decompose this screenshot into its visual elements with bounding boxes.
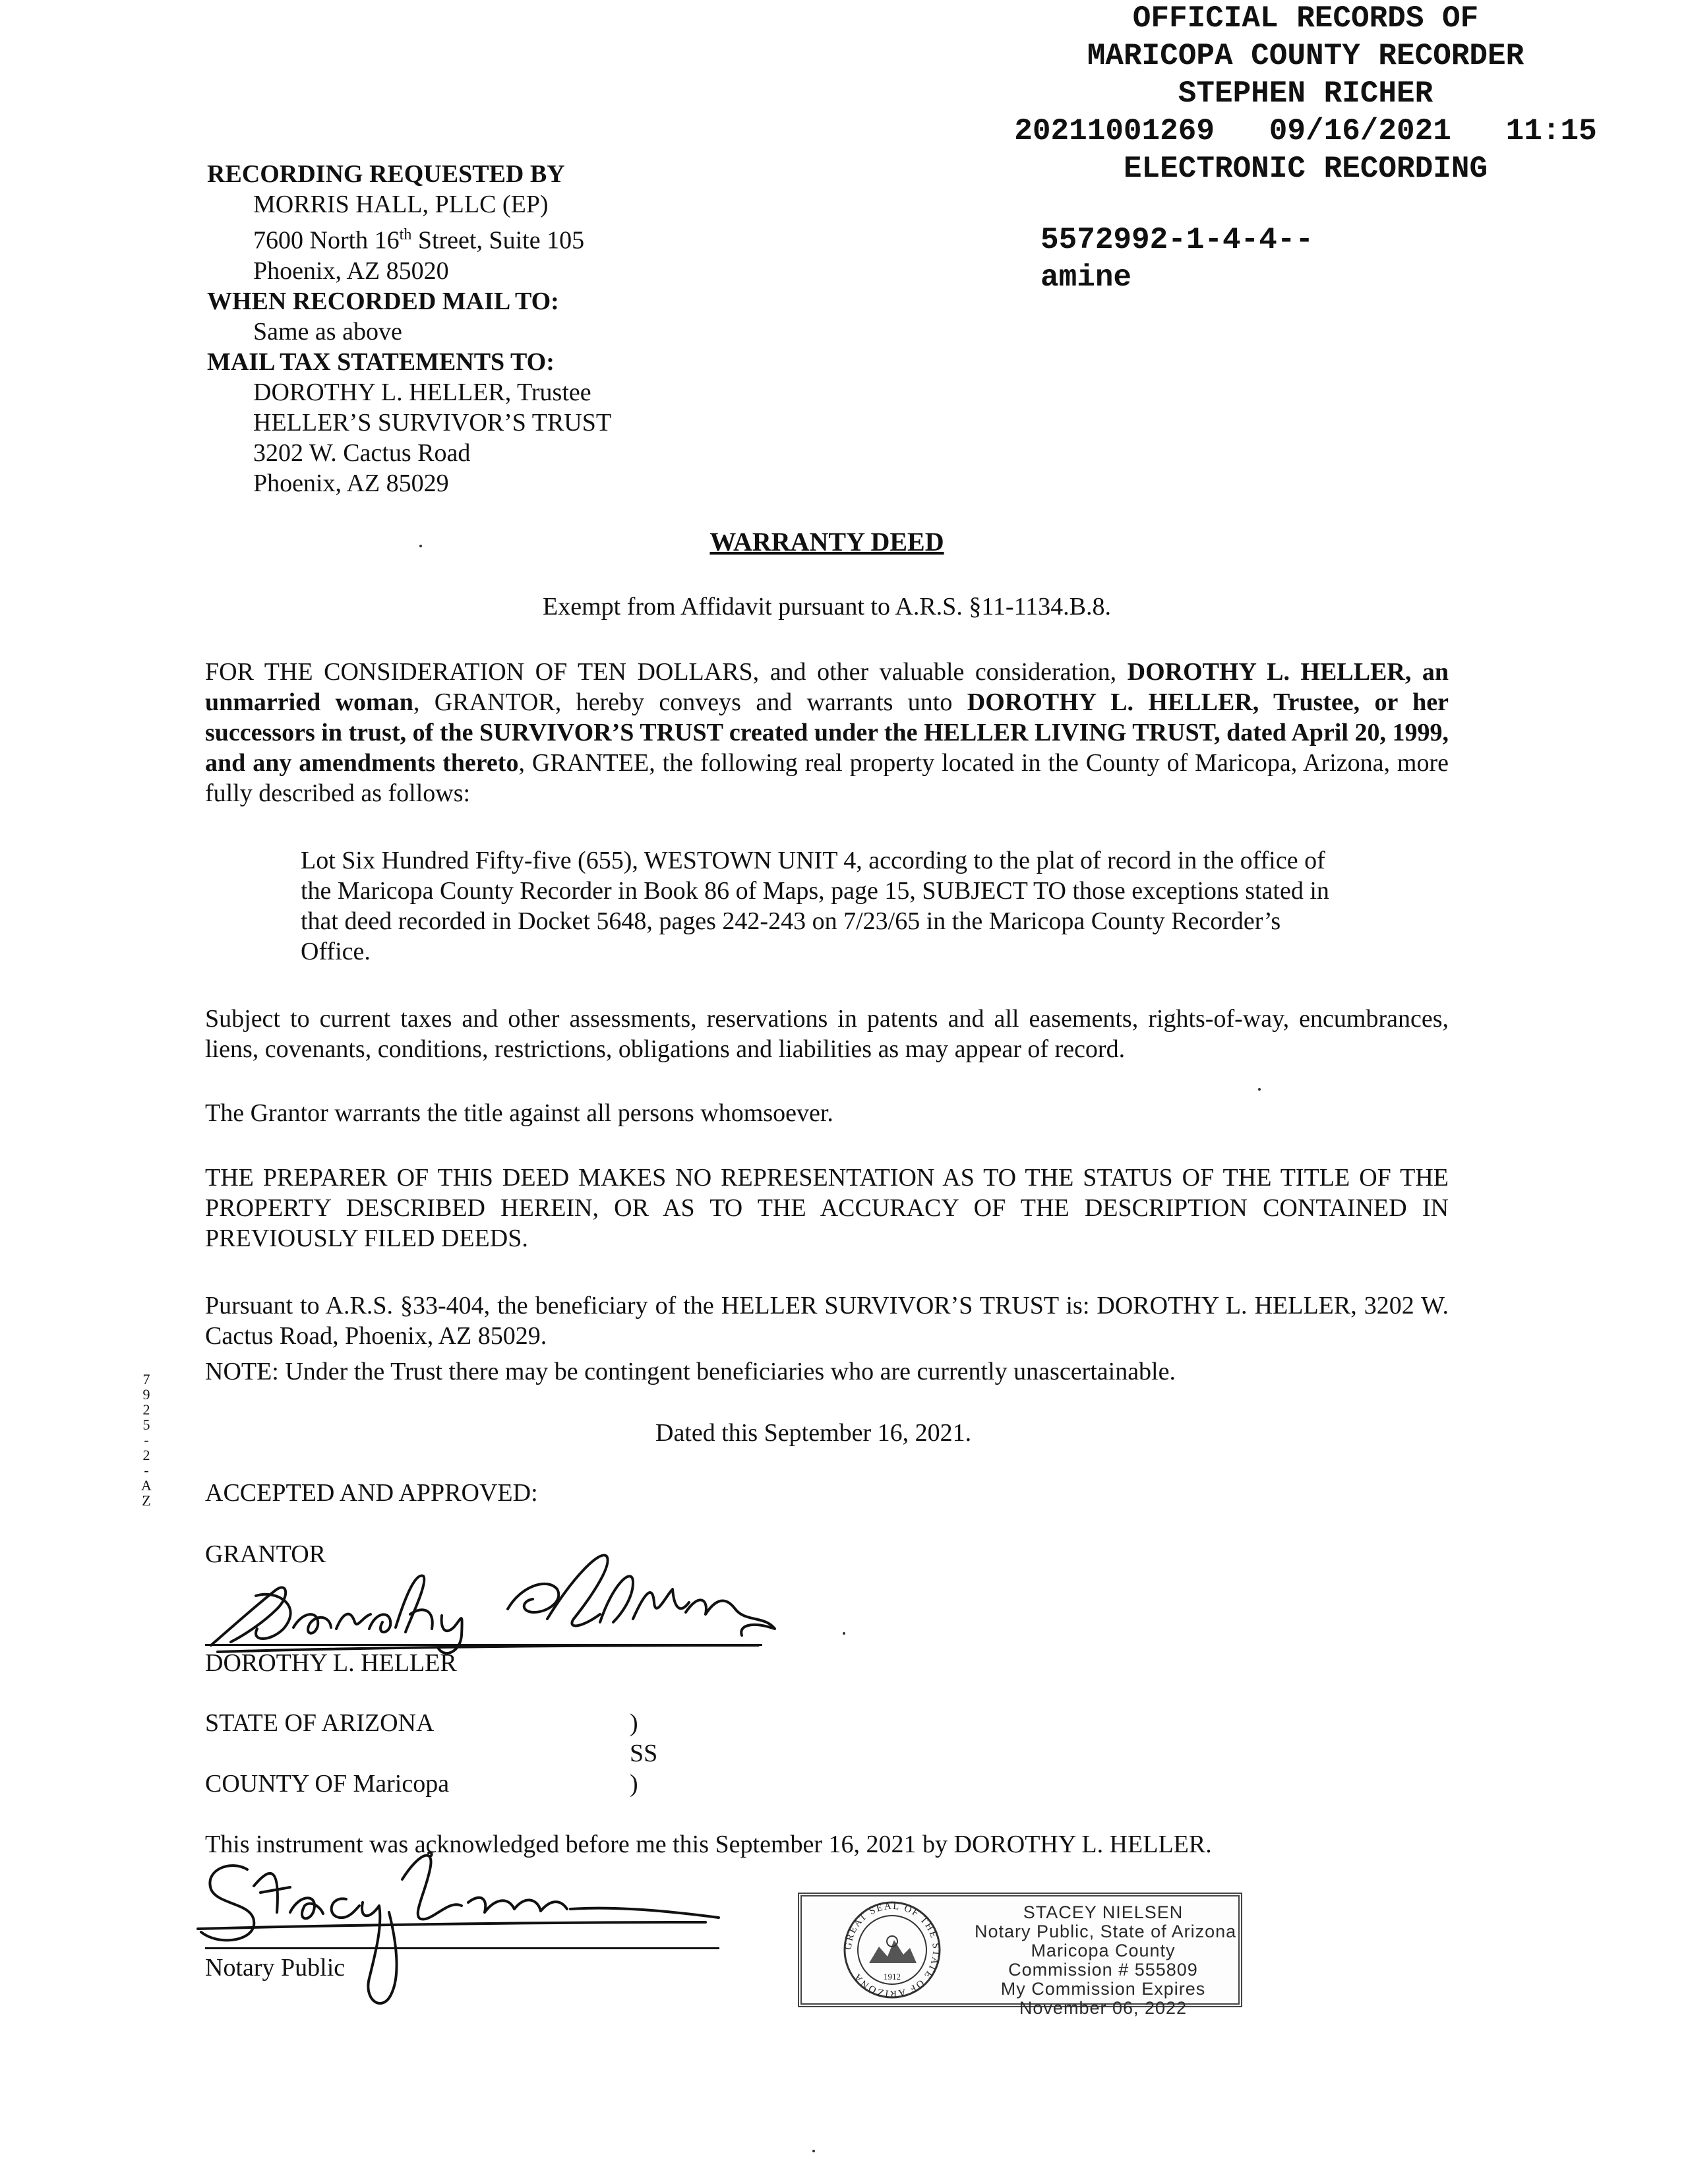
tax-line-2: HELLER’S SURVIVOR’S TRUST: [253, 408, 612, 437]
notary-expires: November 06, 2022: [1019, 1998, 1188, 2018]
grantor-name: DOROTHY L. HELLER: [205, 1649, 457, 1677]
exemption-line: Exempt from Affidavit pursuant to A.R.S. §11-1134.B.8.: [543, 593, 1111, 621]
margin-char: 7: [142, 1371, 150, 1387]
recorder-stamp: [923, 0, 1688, 188]
venue-block: [205, 1708, 449, 1799]
notary-seal: [798, 1893, 1242, 2018]
margin-code: [140, 1372, 153, 1508]
notary-name: STACEY NIELSEN: [1023, 1902, 1184, 1922]
speck: [812, 2150, 815, 2152]
notary-county: Maricopa County: [1031, 1941, 1176, 1960]
margin-char: 2: [142, 1447, 150, 1463]
margin-char: -: [144, 1462, 149, 1478]
requested-by-name: MORRIS HALL, PLLC (EP): [253, 191, 549, 218]
trust-note: NOTE: Under the Trust there may be contingent beneficiaries who are currently unascertainable.: [205, 1358, 1176, 1385]
grantor-description: DOROTHY L. HELLER, an unmarried woman: [205, 658, 1449, 716]
recording-time: 11:15: [1505, 114, 1597, 148]
notary-signature-line: [205, 1947, 719, 1949]
recording-block: [207, 159, 611, 499]
requested-by-heading: RECORDING REQUESTED BY: [207, 160, 565, 188]
grantor-signature: [178, 1536, 824, 1662]
venue-ss: SS: [630, 1740, 658, 1767]
consideration-text-1: FOR THE CONSIDERATION OF TEN DOLLARS, and other valuable consideration,: [205, 658, 1128, 686]
document-title: WARRANTY DEED: [709, 527, 944, 557]
warranty-paragraph: The Grantor warrants the title against all persons whomsoever.: [205, 1099, 833, 1127]
requested-by-street: [207, 220, 611, 256]
notary-label: Notary Public: [205, 1954, 346, 1982]
recorder-line-5: ELECTRONIC RECORDING: [1123, 152, 1488, 186]
consideration-text-2: , GRANTOR, hereby conveys and warrants unto: [413, 688, 967, 716]
tax-line-1: DOROTHY L. HELLER, Trustee: [253, 378, 591, 406]
consideration-text-3: , GRANTEE, the following real property located in the County of Maricopa, Arizona, more fully described as follows:: [205, 749, 1449, 807]
margin-char: A: [141, 1477, 152, 1494]
batch-number: 5572992-1-4-4--: [1040, 223, 1314, 257]
grantor-signature-line: [205, 1644, 762, 1646]
ordinal-suffix: th: [399, 226, 412, 243]
street-rest: Street, Suite 105: [411, 226, 585, 255]
recorder-line-3: STEPHEN RICHER: [1178, 76, 1433, 111]
venue-marks: [630, 1708, 657, 1799]
street-number: 7600 North 16: [253, 226, 400, 255]
tax-line-3: 3202 W. Cactus Road: [253, 439, 471, 467]
venue-paren-open: ): [630, 1709, 638, 1737]
speck: [1258, 1088, 1261, 1091]
tax-heading: MAIL TAX STATEMENTS TO:: [207, 348, 555, 376]
margin-char: 2: [142, 1401, 150, 1418]
seal-year: 1912: [884, 1972, 901, 1982]
grantee-description: DOROTHY L. HELLER, Trustee, or her successors in trust, of the SURVIVOR’S TRUST created under the HELLER LIVING TRUST, dated April 20, 1999, and any amendments thereto: [205, 688, 1449, 777]
venue-spacer: [205, 1738, 449, 1769]
notary-commission: Commission # 555809: [1008, 1960, 1198, 1980]
speck: [843, 1632, 845, 1635]
document-number: 20211001269: [1014, 114, 1215, 148]
tax-line-4: Phoenix, AZ 85029: [253, 469, 449, 497]
venue-county: COUNTY OF Maricopa: [205, 1770, 450, 1798]
accepted-label: ACCEPTED AND APPROVED:: [205, 1479, 538, 1507]
recorder-line-2: MARICOPA COUNTY RECORDER: [1087, 39, 1524, 73]
mail-to-value: Same as above: [253, 317, 402, 346]
recording-date: 09/16/2021: [1269, 114, 1451, 148]
dated-line: Dated this September 16, 2021.: [655, 1419, 972, 1447]
mail-to-heading: WHEN RECORDED MAIL TO:: [207, 287, 559, 315]
batch-user: amine: [1040, 260, 1132, 295]
recorder-line-1: OFFICIAL RECORDS OF: [1132, 1, 1479, 36]
acknowledgment-line: This instrument was acknowledged before me this September 16, 2021 by DOROTHY L. HELLER.: [205, 1831, 1212, 1858]
legal-description: Lot Six Hundred Fifty-five (655), WESTOWN UNIT 4, according to the plat of record in the office of the Maricopa County Recorder in Book 86 of Maps, page 15, SUBJECT TO those exceptions stated in that deed recorded in Docket 5648, pages 242-243 on 7/23/65 in the Maricopa County Recorder’s Office.: [301, 847, 1329, 965]
grantor-label: GRANTOR: [205, 1540, 326, 1568]
margin-char: 9: [142, 1386, 150, 1403]
preparer-disclaimer: THE PREPARER OF THIS DEED MAKES NO REPRESENTATION AS TO THE STATUS OF THE TITLE OF THE PROPERTY DESCRIBED HEREIN, OR AS TO THE ACCURACY OF THE DESCRIPTION CONTAINED IN PREVIOUSLY FILED DEEDS.: [205, 1164, 1449, 1252]
requested-by-city: Phoenix, AZ 85020: [253, 257, 449, 285]
consideration-paragraph: [205, 657, 1449, 808]
notary-expires-label: My Commission Expires: [1000, 1979, 1206, 1999]
notary-seal-text: [975, 1902, 1237, 2018]
notary-title: Notary Public, State of Arizona: [975, 1922, 1237, 1941]
notary-signature: [191, 1840, 758, 2018]
batch-code: [1040, 222, 1313, 297]
recorder-line-4: [923, 113, 1688, 150]
beneficiary-paragraph: Pursuant to A.R.S. §33-404, the beneficiary of the HELLER SURVIVOR’S TRUST is: DOROTHY L. HELLER, 3202 W. Cactus Road, Phoenix, AZ 85029.: [205, 1292, 1449, 1350]
subject-to-paragraph: Subject to current taxes and other assessments, reservations in patents and all easements, rights-of-way, encumbrances, liens, covenants, conditions, restrictions, obligations and liabilities as may appear of record.: [205, 1005, 1449, 1063]
venue-state: STATE OF ARIZONA: [205, 1709, 435, 1737]
seal-ring-text: GREAT SEAL OF THE STATE OF ARIZONA: [843, 1900, 942, 1999]
margin-char: Z: [142, 1492, 151, 1509]
margin-char: 5: [142, 1416, 150, 1433]
venue-paren-close: ): [630, 1770, 638, 1798]
arizona-seal-icon: [810, 1900, 975, 1999]
margin-char: -: [144, 1432, 149, 1448]
